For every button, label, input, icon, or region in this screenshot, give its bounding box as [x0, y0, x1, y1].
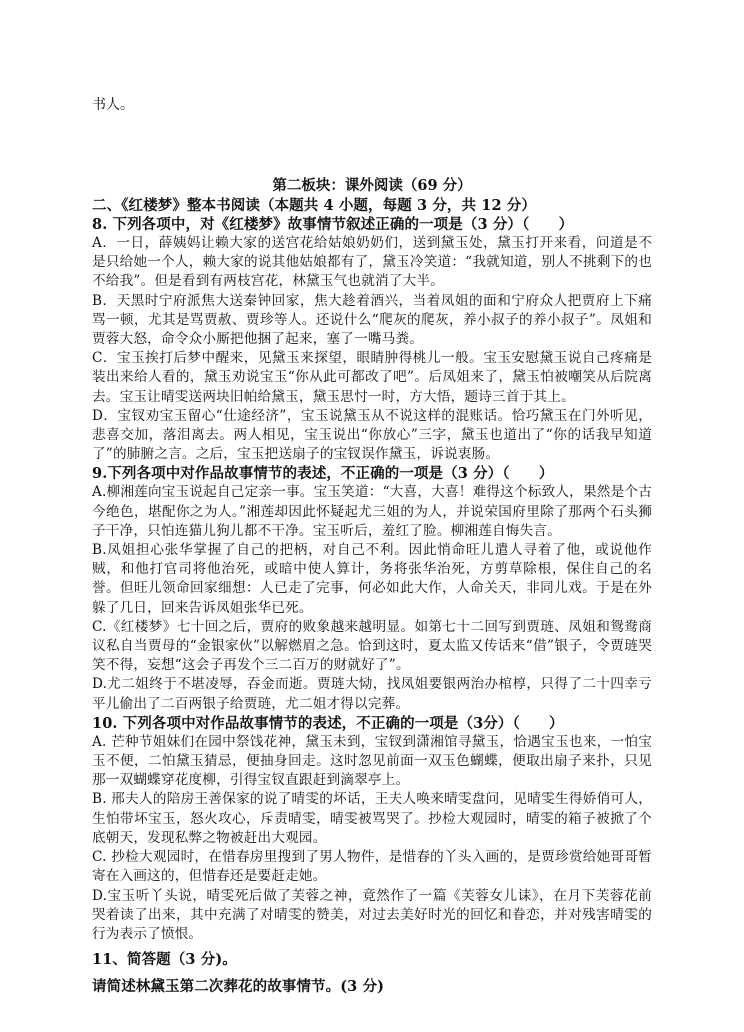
question-title: 11、简答题（3 分)。: [92, 951, 237, 969]
option-b: B. 邢夫人的陪房王善保家的说了晴雯的坏话，王夫人唤来晴雯盘问，见晴雯生得娇俏可人，生怕带坏宝玉，怒火攻心，斥责晴雯，晴雯被骂哭了。抄检大观园时，晴雯的箱子被掀了个底朝天，发现私弊之物被赶出大观园。: [92, 791, 652, 846]
part-title: 二、《红楼梦》整本书阅读（本题共 4 小题，每题 3 分，共 12 分）: [92, 197, 536, 214]
option-d: D.宝玉听丫头说，晴雯死后做了芙蓉之神，竟然作了一篇《芙蓉女儿诔》，在月下芙蓉花前哭着读了出来，其中充满了对晴雯的赞美，对过去美好时光的回忆和眷恋，并对残害晴雯的行为表示了愤恨。: [92, 887, 652, 942]
previous-text-fragment: 书人。: [92, 97, 134, 113]
question-9: [92, 464, 652, 713]
question-stem: 10. 下列各项中对作品故事情节的表述，不正确的一项是（3分）（ ）: [92, 714, 564, 732]
question-stem: 9.下列各项中对作品故事情节的表述，不正确的一项是（3 分）（ ）: [92, 465, 554, 483]
question-10: [92, 714, 652, 944]
option-a: A.柳湘莲向宝玉说起自己定亲一事。宝玉笑道：“大喜，大喜！难得这个标致人，果然是个古今绝色，堪配你之为人。”湘莲却因此怀疑起尤三姐的为人，并说荣国府里除了那两个石头狮子干净，只怕连猫儿狗儿都不干净。宝玉听后，羞红了脸。柳湘莲自悔失言。: [92, 484, 652, 539]
option-a: A. 芒种节姐妹们在园中祭饯花神，黛玉未到，宝钗到潇湘馆寻黛玉，恰遇宝玉也来，一怕宝玉不便，二怕黛玉猜忌，便抽身回走。这时忽见前面一双玉色蝴蝶，便取出扇子来扑，只见那一双蝴蝶穿花度柳，引得宝钗直跟赶到滴翠亭上。: [92, 733, 652, 789]
section-title: 第二板块：课外阅读（69 分）: [272, 177, 472, 194]
option-a: A．一日，薛姨妈让赖大家的送宫花给姑娘奶奶们，送到黛玉处，黛玉打开来看，问道是不是只给她一个人，赖大家的说其他姑娘都有了，黛玉冷笑道：“我就知道，别人不挑剩下的也不给我”。但是看到有两枝宫花，林黛玉气也就消了大半。: [92, 235, 652, 290]
option-c: C．宝玉挨打后梦中醒来，见黛玉来探望，眼睛肿得桃儿一般。宝玉安慰黛玉说自己疼痛是装出来给人看的，黛玉劝说宝玉“你从此可都改了吧”。后凤姐来了，黛玉怕被嘲笑从后院离去。宝玉让晴雯送两块旧帕给黛玉，黛玉思忖一时，方大悟，题诗三首于其上。: [92, 350, 652, 405]
option-b: B．天黑时宁府派焦大送秦钟回家，焦大趁着酒兴，当着凤姐的面和宁府众人把贾府上下痛骂一顿，尤其是骂贾赦、贾珍等人。还说什么“爬灰的爬灰，养小叔子的养小叔子”。凤姐和贾蓉大怒，命令众小厮把他捆了起来，塞了一嘴马粪。: [92, 292, 652, 348]
option-d: D.尤二姐终于不堪凌辱，吞金而逝。贾琏大恸，找凤姐要银两治办棺椁，只得了二十四幸亏平儿偷出了二百两银子给贾琏，尤二姐才得以完葬。: [92, 676, 652, 712]
question-8: [92, 215, 652, 464]
option-b: B.凤姐担心张华掌握了自己的把柄，对自己不利。因此悄命旺儿遣人寻着了他，或说他作贼，和他打官司将他治死，或暗中使人算计，务将张华治死，方剪草除根，保住自己的名誉。但旺儿领命回家细想：人已走了完事，何必如此大作，人命关天，非同儿戏。于是在外躲了几日，回来告诉凤姐张华已死。: [92, 542, 652, 616]
question-11: [92, 950, 652, 996]
question-stem: 8. 下列各项中，对《红楼梦》故事情节叙述正确的一项是（3 分）（ ）: [92, 216, 574, 233]
option-d: D．宝钗劝宝玉留心“仕途经济”，宝玉说黛玉从不说这样的混账话。恰巧黛玉在门外听见，悲喜交加，落泪离去。两人相见，宝玉说出“你放心”三字，黛玉也道出了“你的话我早知道了”的肺腑之言。之后，宝玉把送扇子的宝钗误作黛玉，诉说衷肠。: [92, 407, 652, 463]
main-content: [92, 176, 652, 996]
question-prompt: 请简述林黛玉第二次葬花的故事情节。(3 分): [92, 978, 385, 996]
option-c: C. 抄检大观园时，在惜春房里搜到了男人物件，是惜春的丫头入画的，是贾珍赏给她哥哥暂寄在入画这的，但惜春还是要赶走她。: [92, 849, 652, 885]
option-c: C.《红楼梦》七十回之后，贾府的败象越来越明显。如第七十二回写到贾琏、凤姐和鸳鸯商议私自当贾母的“金银家伙”以解燃眉之急。恰到这时，夏太监又传话来“借”银子，令贾琏哭笑不得，妄想“这会子再发个三二百万的财就好了”。: [92, 618, 652, 674]
